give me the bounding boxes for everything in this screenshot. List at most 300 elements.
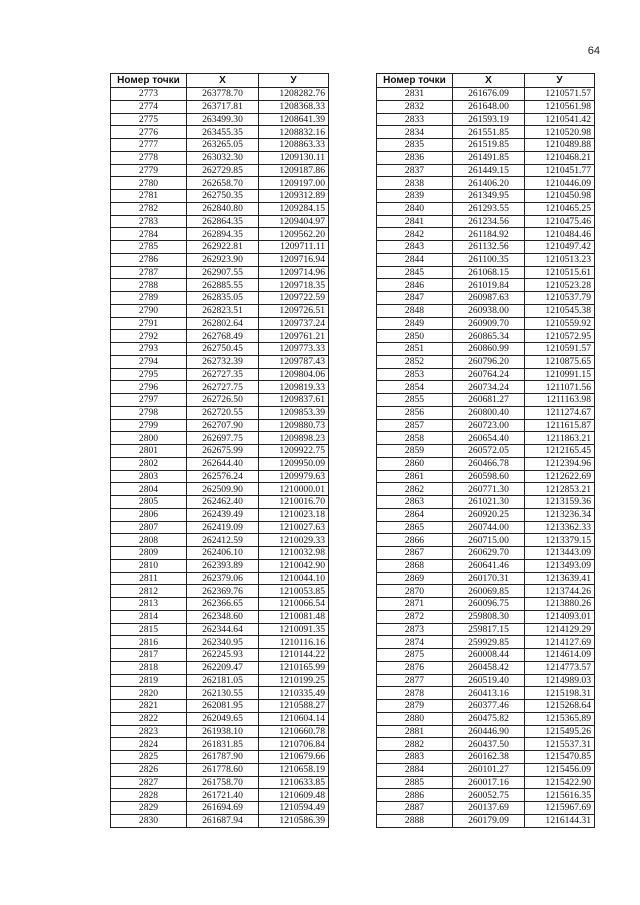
cell-y: 1210591.57 (525, 343, 595, 356)
table-row (377, 151, 595, 164)
cell-point-number: 2834 (377, 126, 453, 139)
table-row (377, 483, 595, 496)
cell-point-number: 2806 (111, 508, 187, 521)
cell-y: 1209718.35 (259, 279, 329, 292)
cell-point-number: 2864 (377, 508, 453, 521)
cell-y: 1209979.63 (259, 470, 329, 483)
cell-x: 260162.38 (453, 751, 525, 764)
table-row (111, 636, 329, 649)
table-row (377, 445, 595, 458)
table-header-row (377, 74, 595, 88)
cell-y: 1210053.85 (259, 585, 329, 598)
cell-point-number: 2877 (377, 674, 453, 687)
cell-point-number: 2818 (111, 661, 187, 674)
cell-x: 261132.56 (453, 241, 525, 254)
cell-y: 1210572.95 (525, 330, 595, 343)
cell-point-number: 2871 (377, 598, 453, 611)
cell-y: 1210633.85 (259, 776, 329, 789)
cell-y: 1215470.85 (525, 751, 595, 764)
cell-point-number: 2832 (377, 100, 453, 113)
cell-x: 261648.00 (453, 100, 525, 113)
cell-x: 259817.15 (453, 623, 525, 636)
table-row (111, 725, 329, 738)
cell-y: 1210023.18 (259, 508, 329, 521)
cell-x: 262344.64 (187, 623, 259, 636)
cell-y: 1212853.21 (525, 483, 595, 496)
cell-point-number: 2851 (377, 343, 453, 356)
table-row (377, 610, 595, 623)
header-y: У (259, 74, 329, 88)
cell-y: 1209716.94 (259, 253, 329, 266)
cell-x: 260629.70 (453, 547, 525, 560)
table-row (111, 470, 329, 483)
cell-point-number: 2794 (111, 355, 187, 368)
cell-point-number: 2815 (111, 623, 187, 636)
cell-y: 1209284.15 (259, 202, 329, 215)
cell-x: 262732.39 (187, 355, 259, 368)
table-row (111, 368, 329, 381)
table-row (111, 802, 329, 815)
cell-point-number: 2866 (377, 534, 453, 547)
table-row (377, 355, 595, 368)
cell-point-number: 2859 (377, 445, 453, 458)
cell-x: 262366.65 (187, 598, 259, 611)
coordinates-table-left (110, 73, 329, 828)
cell-point-number: 2863 (377, 496, 453, 509)
table-row (377, 776, 595, 789)
cell-point-number: 2839 (377, 190, 453, 203)
cell-y: 1208282.76 (259, 88, 329, 101)
cell-x: 262379.06 (187, 572, 259, 585)
cell-y: 1213379.15 (525, 534, 595, 547)
cell-y: 1210165.99 (259, 661, 329, 674)
cell-x: 262576.24 (187, 470, 259, 483)
table-row (111, 406, 329, 419)
cell-y: 1208863.33 (259, 139, 329, 152)
cell-x: 262340.95 (187, 636, 259, 649)
cell-y: 1210044.10 (259, 572, 329, 585)
cell-y: 1209819.33 (259, 381, 329, 394)
cell-x: 262181.05 (187, 674, 259, 687)
cell-y: 1214989.03 (525, 674, 595, 687)
table-row (111, 738, 329, 751)
cell-x: 260723.00 (453, 419, 525, 432)
table-row (377, 598, 595, 611)
table-row (377, 139, 595, 152)
cell-y: 1210679.66 (259, 751, 329, 764)
cell-point-number: 2855 (377, 394, 453, 407)
cell-x: 260865.34 (453, 330, 525, 343)
cell-x: 260017.16 (453, 776, 525, 789)
table-row (377, 394, 595, 407)
cell-y: 1210451.77 (525, 164, 595, 177)
cell-x: 262130.55 (187, 687, 259, 700)
cell-y: 1210450.98 (525, 190, 595, 203)
table-row (377, 432, 595, 445)
cell-point-number: 2874 (377, 636, 453, 649)
cell-x: 261787.90 (187, 751, 259, 764)
cell-point-number: 2798 (111, 406, 187, 419)
cell-point-number: 2885 (377, 776, 453, 789)
table-row (111, 751, 329, 764)
cell-x: 260101.27 (453, 763, 525, 776)
cell-x: 260572.05 (453, 445, 525, 458)
cell-x: 263717.81 (187, 100, 259, 113)
table-row (377, 585, 595, 598)
table-row (377, 304, 595, 317)
cell-point-number: 2853 (377, 368, 453, 381)
cell-x: 262923.90 (187, 253, 259, 266)
cell-x: 259808.30 (453, 610, 525, 623)
cell-point-number: 2797 (111, 394, 187, 407)
cell-x: 262907.55 (187, 266, 259, 279)
table-row (377, 100, 595, 113)
cell-y: 1210513.23 (525, 253, 595, 266)
cell-y: 1210660.78 (259, 725, 329, 738)
table-row (377, 419, 595, 432)
cell-point-number: 2796 (111, 381, 187, 394)
cell-y: 1210520.98 (525, 126, 595, 139)
cell-point-number: 2869 (377, 572, 453, 585)
table-row (111, 521, 329, 534)
cell-x: 261184.92 (453, 228, 525, 241)
cell-point-number: 2861 (377, 470, 453, 483)
cell-y: 1214129.29 (525, 623, 595, 636)
cell-point-number: 2836 (377, 151, 453, 164)
table-row (377, 330, 595, 343)
cell-y: 1210066.54 (259, 598, 329, 611)
table-row (111, 100, 329, 113)
cell-point-number: 2819 (111, 674, 187, 687)
cell-x: 262768.49 (187, 330, 259, 343)
cell-x: 262412.59 (187, 534, 259, 547)
cell-point-number: 2833 (377, 113, 453, 126)
table-row (111, 496, 329, 509)
cell-x: 262049.65 (187, 712, 259, 725)
table-row (111, 164, 329, 177)
table-row (111, 445, 329, 458)
cell-x: 262406.10 (187, 547, 259, 560)
cell-x: 260052.75 (453, 789, 525, 802)
cell-x: 262697.75 (187, 432, 259, 445)
cell-y: 1209898.23 (259, 432, 329, 445)
cell-x: 262245.93 (187, 649, 259, 662)
cell-x: 260744.00 (453, 521, 525, 534)
table-row (377, 317, 595, 330)
cell-y: 1215537.31 (525, 738, 595, 751)
cell-x: 260734.24 (453, 381, 525, 394)
cell-y: 1208368.33 (259, 100, 329, 113)
cell-point-number: 2802 (111, 457, 187, 470)
cell-point-number: 2807 (111, 521, 187, 534)
cell-y: 1209711.11 (259, 241, 329, 254)
cell-point-number: 2879 (377, 700, 453, 713)
cell-point-number: 2775 (111, 113, 187, 126)
table-row (377, 674, 595, 687)
cell-x: 260654.40 (453, 432, 525, 445)
cell-x: 262720.55 (187, 406, 259, 419)
table-row (377, 763, 595, 776)
table-row (377, 814, 595, 827)
cell-y: 1210029.33 (259, 534, 329, 547)
cell-y: 1210559.92 (525, 317, 595, 330)
cell-y: 1213744.26 (525, 585, 595, 598)
cell-point-number: 2790 (111, 304, 187, 317)
cell-point-number: 2808 (111, 534, 187, 547)
cell-point-number: 2840 (377, 202, 453, 215)
cell-point-number: 2804 (111, 483, 187, 496)
cell-y: 1214773.57 (525, 661, 595, 674)
table-row (111, 572, 329, 585)
table-row (377, 292, 595, 305)
page-number: 64 (587, 45, 600, 57)
cell-x: 262509.90 (187, 483, 259, 496)
cell-y: 1210515.61 (525, 266, 595, 279)
cell-x: 261831.85 (187, 738, 259, 751)
cell-y: 1210116.16 (259, 636, 329, 649)
table-row (377, 253, 595, 266)
cell-y: 1209773.33 (259, 343, 329, 356)
table-row (111, 113, 329, 126)
cell-y: 1213159.36 (525, 496, 595, 509)
cell-y: 1213493.09 (525, 559, 595, 572)
cell-y: 1209737.24 (259, 317, 329, 330)
cell-y: 1210016.70 (259, 496, 329, 509)
table-row (377, 88, 595, 101)
table-row (377, 661, 595, 674)
cell-y: 1210199.25 (259, 674, 329, 687)
cell-y: 1209837.61 (259, 394, 329, 407)
cell-y: 1209880.73 (259, 419, 329, 432)
cell-x: 263778.70 (187, 88, 259, 101)
cell-x: 260641.46 (453, 559, 525, 572)
cell-y: 1210537.79 (525, 292, 595, 305)
cell-x: 261406.20 (453, 177, 525, 190)
cell-x: 260069.85 (453, 585, 525, 598)
cell-y: 1210475.46 (525, 215, 595, 228)
cell-point-number: 2826 (111, 763, 187, 776)
cell-x: 260437.50 (453, 738, 525, 751)
cell-point-number: 2852 (377, 355, 453, 368)
cell-x: 260413.16 (453, 687, 525, 700)
cell-x: 260446.90 (453, 725, 525, 738)
cell-point-number: 2787 (111, 266, 187, 279)
table-row (111, 776, 329, 789)
cell-point-number: 2870 (377, 585, 453, 598)
cell-point-number: 2884 (377, 763, 453, 776)
table-row (377, 279, 595, 292)
cell-y: 1209787.43 (259, 355, 329, 368)
cell-y: 1210027.63 (259, 521, 329, 534)
table-row (377, 508, 595, 521)
cell-y: 1212394.96 (525, 457, 595, 470)
cell-point-number: 2824 (111, 738, 187, 751)
cell-x: 262894.35 (187, 228, 259, 241)
cell-y: 1212622.69 (525, 470, 595, 483)
cell-point-number: 2822 (111, 712, 187, 725)
table-row (111, 649, 329, 662)
cell-x: 260170.31 (453, 572, 525, 585)
cell-x: 261491.85 (453, 151, 525, 164)
cell-y: 1213362.33 (525, 521, 595, 534)
cell-point-number: 2857 (377, 419, 453, 432)
cell-y: 1209950.09 (259, 457, 329, 470)
cell-point-number: 2873 (377, 623, 453, 636)
cell-point-number: 2875 (377, 649, 453, 662)
cell-point-number: 2814 (111, 610, 187, 623)
table-row (377, 496, 595, 509)
cell-point-number: 2811 (111, 572, 187, 585)
cell-y: 1210594.49 (259, 802, 329, 815)
cell-x: 262750.45 (187, 343, 259, 356)
cell-x: 261778.60 (187, 763, 259, 776)
cell-x: 262750.35 (187, 190, 259, 203)
table-row (377, 649, 595, 662)
table-row (111, 190, 329, 203)
table-row (111, 279, 329, 292)
cell-point-number: 2809 (111, 547, 187, 560)
cell-point-number: 2803 (111, 470, 187, 483)
cell-x: 262823.51 (187, 304, 259, 317)
table-row (377, 521, 595, 534)
cell-x: 261938.10 (187, 725, 259, 738)
cell-y: 1215365.89 (525, 712, 595, 725)
table-row (111, 177, 329, 190)
cell-point-number: 2817 (111, 649, 187, 662)
cell-point-number: 2780 (111, 177, 187, 190)
cell-y: 1210446.09 (525, 177, 595, 190)
header-point-number: Номер точки (377, 74, 453, 88)
cell-x: 261687.94 (187, 814, 259, 827)
cell-y: 1214093.01 (525, 610, 595, 623)
table-row (377, 559, 595, 572)
cell-point-number: 2777 (111, 139, 187, 152)
cell-x: 261758.70 (187, 776, 259, 789)
cell-point-number: 2781 (111, 190, 187, 203)
cell-point-number: 2882 (377, 738, 453, 751)
cell-y: 1210497.42 (525, 241, 595, 254)
cell-x: 260179.09 (453, 814, 525, 827)
cell-point-number: 2880 (377, 712, 453, 725)
table-row (111, 610, 329, 623)
cell-y: 1209722.59 (259, 292, 329, 305)
cell-x: 262675.99 (187, 445, 259, 458)
table-row (111, 432, 329, 445)
cell-x: 263032.30 (187, 151, 259, 164)
cell-y: 1211163.98 (525, 394, 595, 407)
table-row (111, 343, 329, 356)
cell-y: 1210706.84 (259, 738, 329, 751)
table-row (111, 559, 329, 572)
cell-x: 262922.81 (187, 241, 259, 254)
table-row (377, 177, 595, 190)
cell-point-number: 2816 (111, 636, 187, 649)
table-row (111, 763, 329, 776)
cell-y: 1210465.25 (525, 202, 595, 215)
table-row (377, 802, 595, 815)
cell-x: 261721.40 (187, 789, 259, 802)
cell-point-number: 2813 (111, 598, 187, 611)
cell-x: 260681.27 (453, 394, 525, 407)
cell-y: 1211071.56 (525, 381, 595, 394)
cell-point-number: 2868 (377, 559, 453, 572)
cell-y: 1210000.01 (259, 483, 329, 496)
cell-point-number: 2844 (377, 253, 453, 266)
table-row (377, 687, 595, 700)
cell-x: 260715.00 (453, 534, 525, 547)
cell-y: 1213639.41 (525, 572, 595, 585)
table-row (377, 266, 595, 279)
cell-point-number: 2779 (111, 164, 187, 177)
cell-y: 1211863.21 (525, 432, 595, 445)
table-row (111, 317, 329, 330)
table-row (111, 419, 329, 432)
cell-point-number: 2829 (111, 802, 187, 815)
table-row (111, 712, 329, 725)
header-y: У (525, 74, 595, 88)
cell-x: 260598.60 (453, 470, 525, 483)
table-row (111, 598, 329, 611)
cell-x: 262462.40 (187, 496, 259, 509)
table-row (111, 789, 329, 802)
cell-x: 262727.35 (187, 368, 259, 381)
cell-y: 1215422.90 (525, 776, 595, 789)
cell-y: 1209130.11 (259, 151, 329, 164)
cell-x: 262081.95 (187, 700, 259, 713)
cell-point-number: 2812 (111, 585, 187, 598)
cell-point-number: 2792 (111, 330, 187, 343)
cell-x: 262729.85 (187, 164, 259, 177)
cell-x: 261234.56 (453, 215, 525, 228)
cell-y: 1210081.48 (259, 610, 329, 623)
table-row (377, 164, 595, 177)
cell-point-number: 2838 (377, 177, 453, 190)
cell-y: 1209726.51 (259, 304, 329, 317)
cell-point-number: 2842 (377, 228, 453, 241)
cell-x: 260909.70 (453, 317, 525, 330)
cell-x: 262644.40 (187, 457, 259, 470)
cell-x: 262864.35 (187, 215, 259, 228)
cell-x: 262439.49 (187, 508, 259, 521)
cell-point-number: 2800 (111, 432, 187, 445)
cell-y: 1210541.42 (525, 113, 595, 126)
cell-point-number: 2881 (377, 725, 453, 738)
cell-y: 1210468.21 (525, 151, 595, 164)
cell-x: 263499.30 (187, 113, 259, 126)
cell-point-number: 2776 (111, 126, 187, 139)
cell-point-number: 2801 (111, 445, 187, 458)
table-row (377, 738, 595, 751)
cell-point-number: 2845 (377, 266, 453, 279)
cell-point-number: 2795 (111, 368, 187, 381)
cell-point-number: 2886 (377, 789, 453, 802)
cell-y: 1210091.35 (259, 623, 329, 636)
cell-x: 261019.84 (453, 279, 525, 292)
cell-y: 1208832.16 (259, 126, 329, 139)
table-row (111, 457, 329, 470)
cell-x: 262835.05 (187, 292, 259, 305)
cell-point-number: 2788 (111, 279, 187, 292)
table-row (111, 292, 329, 305)
cell-point-number: 2789 (111, 292, 187, 305)
cell-x: 263265.05 (187, 139, 259, 152)
cell-x: 261676.09 (453, 88, 525, 101)
cell-y: 1209761.21 (259, 330, 329, 343)
cell-x: 262840.80 (187, 202, 259, 215)
cell-x: 260800.40 (453, 406, 525, 419)
cell-x: 261100.35 (453, 253, 525, 266)
table-row (377, 636, 595, 649)
